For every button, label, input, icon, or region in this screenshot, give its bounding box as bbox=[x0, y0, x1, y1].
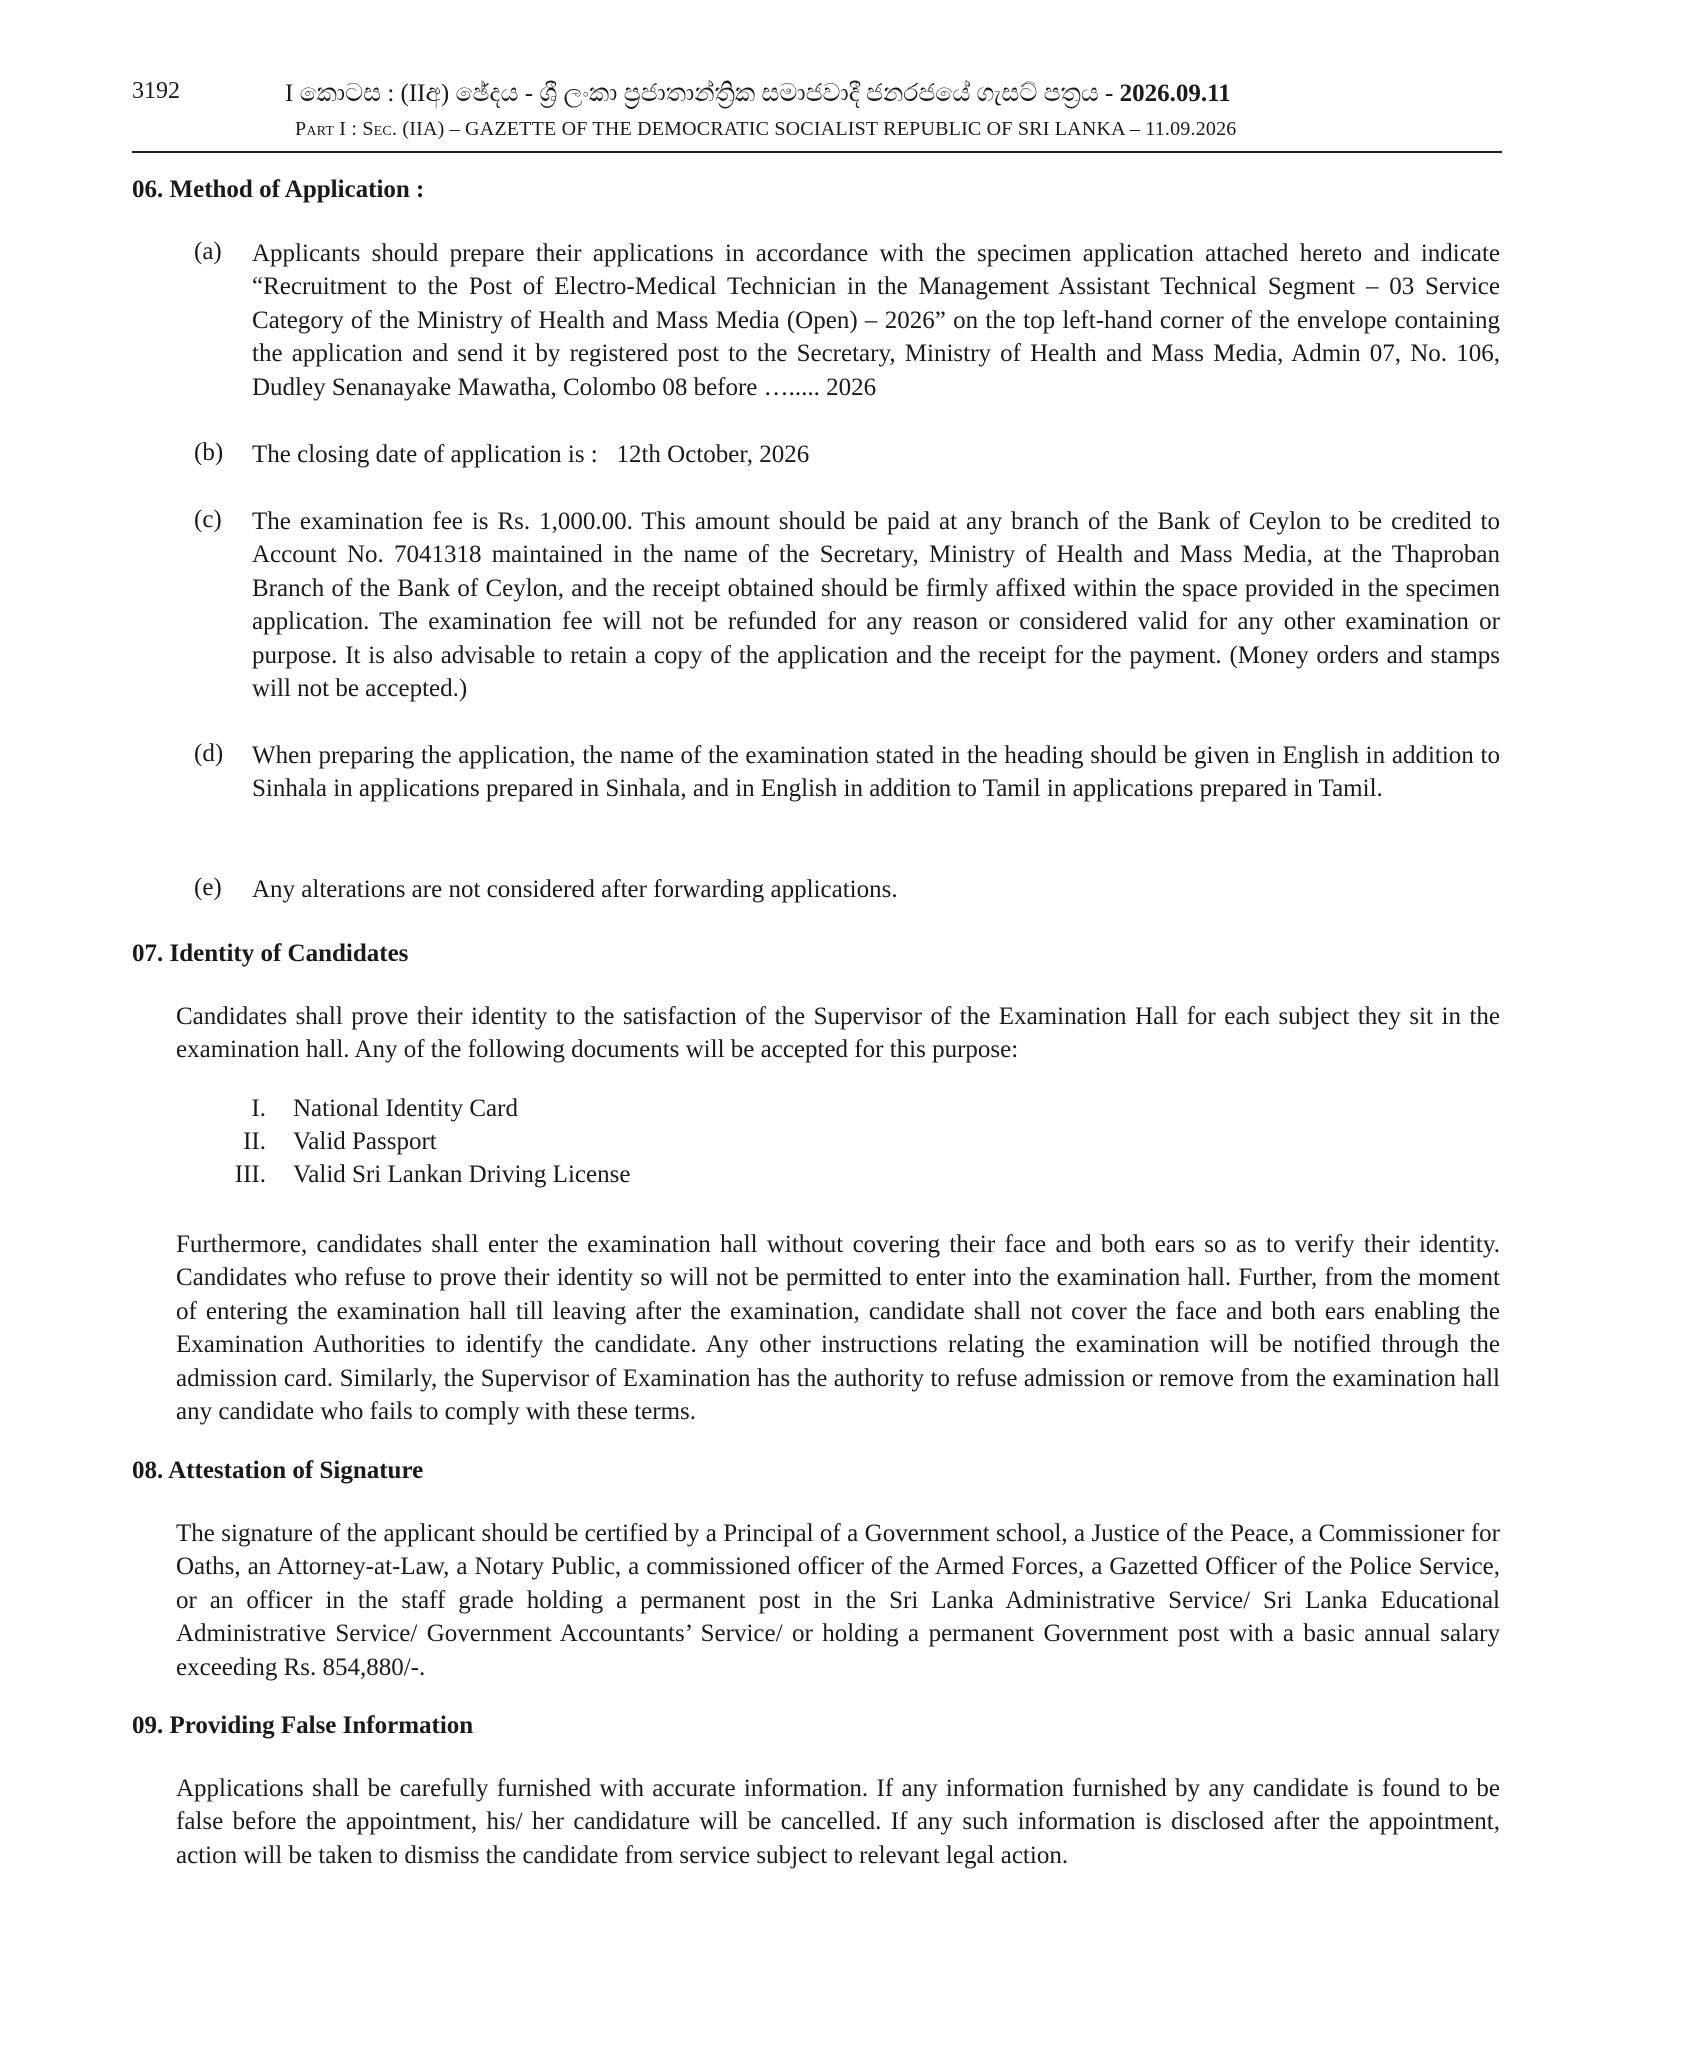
sinhala-header bbox=[285, 80, 1231, 108]
page-number: 3192 bbox=[132, 78, 180, 104]
english-header: Part I : Sec. (IIA) – GAZETTE OF THE DEMOCRATIC SOCIALIST REPUBLIC OF SRI LANKA – 11.09.2026 bbox=[295, 118, 1237, 140]
header-rule bbox=[132, 151, 1502, 153]
section-07-intro: Candidates shall prove their identity to the satisfaction of the Supervisor of the Examination Hall for each subject they sit in the examination hall. Any of the following documents will be accepted for this purpose: bbox=[176, 1003, 1500, 1064]
section-07-heading: 07. Identity of Candidates bbox=[132, 940, 409, 967]
item-c-label: (c) bbox=[194, 506, 222, 533]
item-a-label: (a) bbox=[194, 238, 222, 265]
header-sec-word: Sec. bbox=[362, 118, 398, 140]
header-part-number: I bbox=[339, 118, 347, 140]
section-09-body: Applications shall be carefully furnished with accurate information. If any information furnished by any candidate is found to be false before the appointment, his/ her candidature will be cancelled. If any such information is disclosed after the appointment, action will be taken to dismiss the candidate from service subject to relevant legal action. bbox=[176, 1775, 1500, 1869]
header-part-word: Part bbox=[295, 118, 335, 140]
item-c-text: The examination fee is Rs. 1,000.00. This amount should be paid at any branch of the Bank of Ceylon to be credited to Account No. 7041318 maintained in the name of the Secretary, Ministry of Health and Mass Media, at the Thaproban Branch of the Bank of Ceylon, and the receipt obtained should be firmly affixed within the space provided in the specimen application. The examination fee will not be refunded for any reason or considered valid for any other examination or purpose. It is also advisable to retain a copy of the application and the receipt for the payment. (Money orders and stamps will not be accepted.) bbox=[252, 508, 1500, 703]
item-d-text: When preparing the application, the name of the examination stated in the heading should be given in English in addition to Sinhala in applications prepared in Sinhala, and in English in addition to Tamil in applications prepared in Tamil. bbox=[252, 742, 1500, 803]
section-08-body: The signature of the applicant should be certified by a Principal of a Government school, a Justice of the Peace, a Commissioner for Oaths, an Attorney-at-Law, a Notary Public, a commissioned officer of the Armed Forces, a Gazetted Officer of the Police Service, or an officer in the staff grade holding a permanent post in the Sri Lanka Administrative Service/ Sri Lanka Educational Administrative Service/ Government Accountants’ Service/ or holding a permanent Government post with a basic annual salary exceeding Rs. 854,880/-. bbox=[176, 1520, 1500, 1681]
sinhala-title: I කොටස : (IIඅ) ඡේදය - ශ්‍රී ලංකා ප්‍රජාතාන්ත්‍රික සමාජවාදී ජනරජයේ ගැසට් පත්‍රය - bbox=[285, 80, 1120, 107]
list-number: I. bbox=[251, 1095, 266, 1122]
item-e-label: (e) bbox=[194, 874, 222, 901]
list-number: II. bbox=[243, 1128, 266, 1155]
item-b-text: The closing date of application is : 12th October, 2026 bbox=[252, 441, 810, 468]
item-a-text: Applicants should prepare their applications in accordance with the specimen application attached hereto and indicate “Recruitment to the Post of Electro-Medical Technician in the Management Assistant Technical Segment – 03 Service Category of the Ministry of Health and Mass Media (Open) – 2026” on the top left-hand corner of the envelope containing the application and send it by registered post to the Secretary, Ministry of Health and Mass Media, Admin 07, No. 106, Dudley Senanayake Mawatha, Colombo 08 before …..... 2026 bbox=[252, 240, 1500, 401]
list-item-driving-license: Valid Sri Lankan Driving License bbox=[293, 1161, 631, 1188]
list-item-national-identity-card: National Identity Card bbox=[293, 1095, 518, 1122]
item-b-label: (b) bbox=[194, 439, 224, 466]
section-08-heading: 08. Attestation of Signature bbox=[132, 1457, 424, 1484]
list-item-valid-passport: Valid Passport bbox=[293, 1128, 437, 1155]
section-07-body: Furthermore, candidates shall enter the examination hall without covering their face and both ears so as to verify their identity. Candidates who refuse to prove their identity so will not be permitted to enter into the examination hall. Further, from the moment of entering the examination hall till leaving after the examination, candidate shall not cover the face and both ears enabling the Examination Authorities to identify the candidate. Any other instructions relating the examination will be notified through the admission card. Similarly, the Supervisor of Examination has the authority to refuse admission or remove from the examination hall any candidate who fails to comply with these terms. bbox=[176, 1231, 1500, 1426]
item-d-label: (d) bbox=[194, 740, 224, 767]
item-e-text: Any alterations are not considered after forwarding applications. bbox=[252, 876, 898, 903]
list-number: III. bbox=[234, 1161, 266, 1188]
section-09-heading: 09. Providing False Information bbox=[132, 1712, 474, 1739]
sinhala-date: 2026.09.11 bbox=[1119, 80, 1231, 107]
section-06-heading: 06. Method of Application : bbox=[132, 176, 425, 203]
header-english-title: (IIA) – GAZETTE OF THE DEMOCRATIC SOCIALIST REPUBLIC OF SRI LANKA – 11.09.2026 bbox=[402, 118, 1237, 140]
